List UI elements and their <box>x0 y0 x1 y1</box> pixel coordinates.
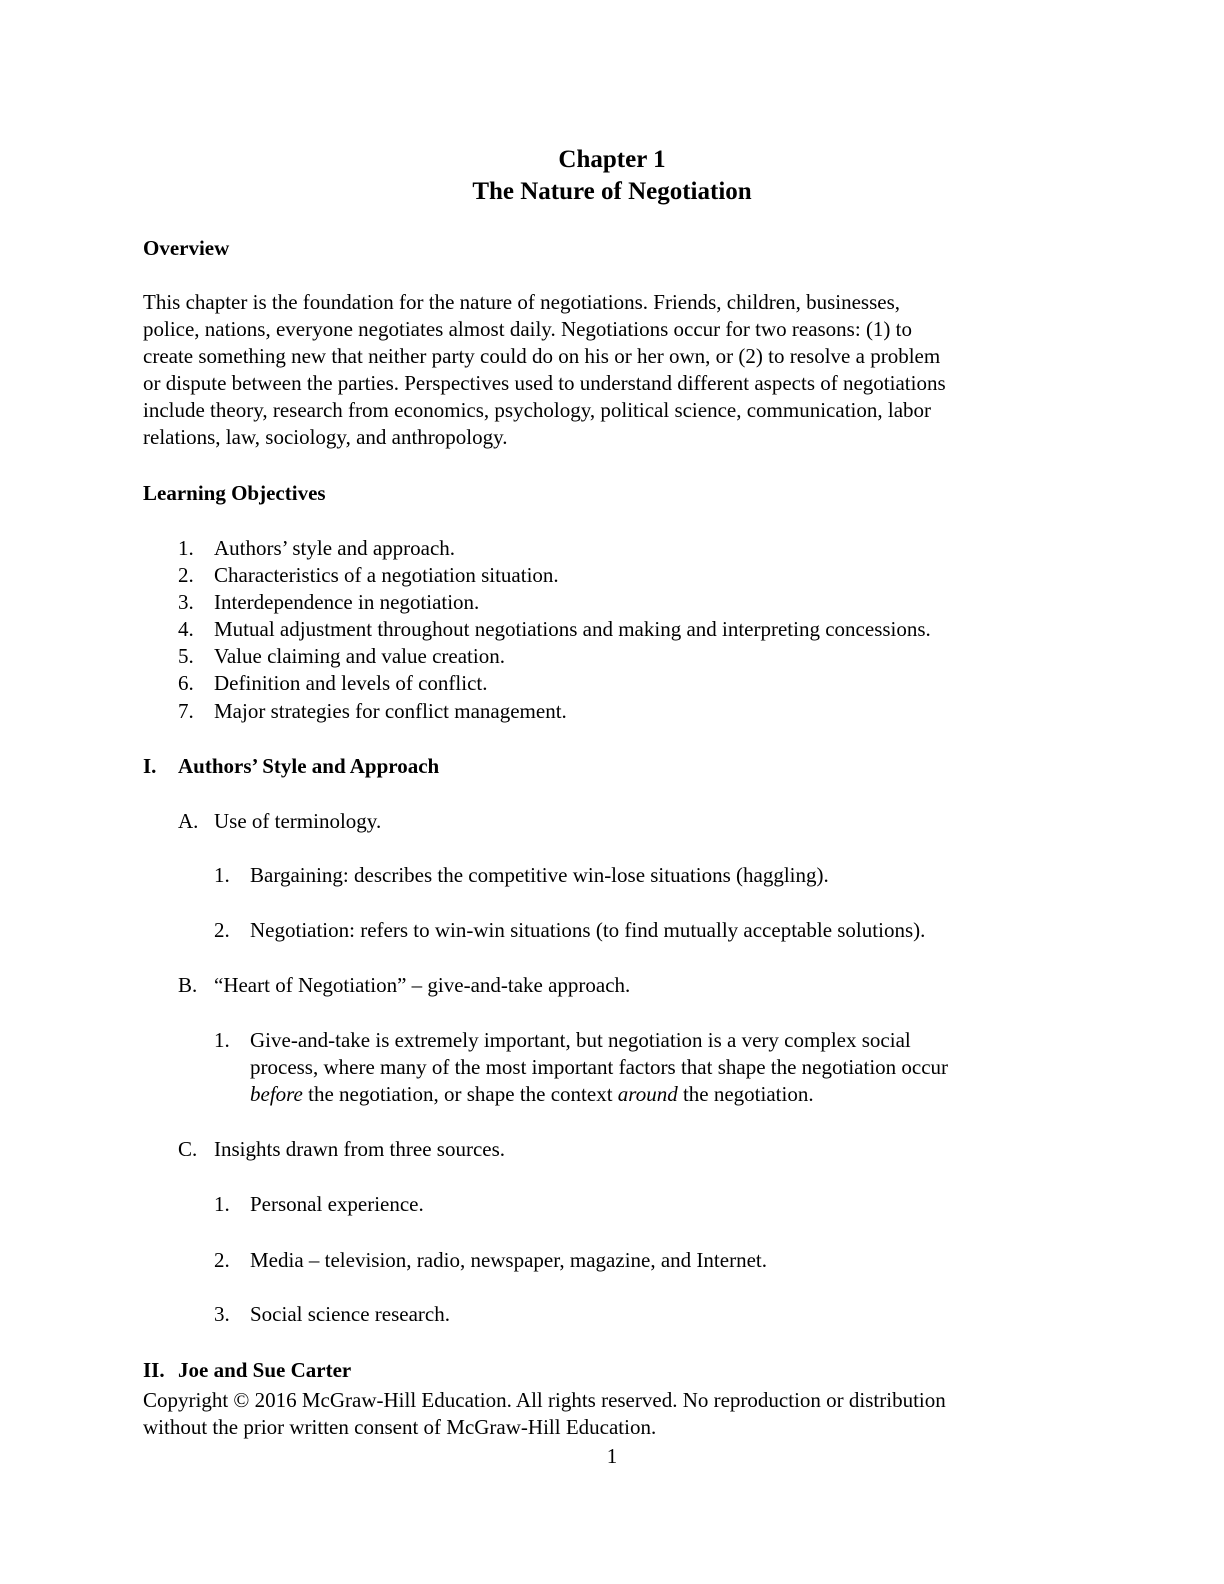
sub-item: Bargaining: describes the competitive win-lose situations (haggling). <box>250 863 829 887</box>
list-item-number: 6. <box>178 671 194 695</box>
sub-item-text: the negotiation, or shape the context <box>302 1082 618 1106</box>
list-item: Characteristics of a negotiation situation. <box>214 563 559 587</box>
outline-letter: B. <box>178 973 198 997</box>
sub-item-number: 1. <box>214 863 230 887</box>
overview-line: relations, law, sociology, and anthropology. <box>143 425 508 449</box>
sub-item: Social science research. <box>250 1302 450 1326</box>
sub-item-number: 2. <box>214 918 230 942</box>
list-item: Interdependence in negotiation. <box>214 590 480 614</box>
sub-item: Media – television, radio, newspaper, magazine, and Internet. <box>250 1248 767 1272</box>
overview-line: This chapter is the foundation for the nature of negotiations. Friends, children, businesses, <box>143 290 900 314</box>
overview-line: create something new that neither party could do on his or her own, or (2) to resolve a problem <box>143 344 941 368</box>
outline-item: “Heart of Negotiation” – give-and-take approach. <box>214 973 631 997</box>
sub-item-number: 2. <box>214 1248 230 1272</box>
overview-line: or dispute between the parties. Perspectives used to understand different aspects of negotiations <box>143 371 946 395</box>
overview-heading: Overview <box>143 236 230 260</box>
outline-item: Use of terminology. <box>214 809 382 833</box>
sub-item-number: 1. <box>214 1192 230 1216</box>
section-number: II. <box>143 1358 165 1382</box>
list-item: Mutual adjustment throughout negotiations and making and interpreting concessions. <box>214 617 931 641</box>
objectives-heading: Learning Objectives <box>143 481 326 505</box>
list-item-number: 7. <box>178 699 194 723</box>
list-item: Major strategies for conflict management. <box>214 699 567 723</box>
overview-line: police, nations, everyone negotiates almost daily. Negotiations occur for two reasons: (1) to <box>143 317 913 341</box>
sub-item-number: 1. <box>214 1028 230 1052</box>
emphasis-text: before <box>250 1082 303 1106</box>
copyright-notice: without the prior written consent of McGraw-Hill Education. <box>143 1415 657 1439</box>
section-heading: Joe and Sue Carter <box>178 1358 352 1382</box>
sub-item-line: Give-and-take is extremely important, but negotiation is a very complex social <box>250 1028 911 1052</box>
section-heading: Authors’ Style and Approach <box>178 754 440 778</box>
sub-item-line: process, where many of the most important factors that shape the negotiation occur <box>250 1055 949 1079</box>
sub-item: Negotiation: refers to win-win situations (to find mutually acceptable solutions). <box>250 918 926 942</box>
copyright-notice: Copyright © 2016 McGraw-Hill Education. All rights reserved. No reproduction or distribution <box>143 1388 946 1412</box>
list-item-number: 3. <box>178 590 194 614</box>
list-item-number: 2. <box>178 563 194 587</box>
list-item: Definition and levels of conflict. <box>214 671 488 695</box>
list-item-number: 1. <box>178 536 194 560</box>
sub-item: Personal experience. <box>250 1192 424 1216</box>
sub-item-text: the negotiation. <box>677 1082 814 1106</box>
page-number: 1 <box>606 1444 618 1468</box>
emphasis-text: around <box>617 1082 678 1106</box>
outline-letter: C. <box>178 1137 198 1161</box>
sub-item-number: 3. <box>214 1302 230 1326</box>
sub-item-line <box>250 1081 814 1108</box>
section-number: I. <box>143 754 157 778</box>
list-item-number: 5. <box>178 644 194 668</box>
list-item-number: 4. <box>178 617 194 641</box>
chapter-number: Chapter 1 <box>558 146 666 173</box>
list-item: Authors’ style and approach. <box>214 536 456 560</box>
chapter-title: The Nature of Negotiation <box>472 178 752 205</box>
list-item: Value claiming and value creation. <box>214 644 505 668</box>
overview-line: include theory, research from economics, psychology, political science, communication, labor <box>143 398 932 422</box>
outline-item: Insights drawn from three sources. <box>214 1137 506 1161</box>
outline-letter: A. <box>178 809 199 833</box>
